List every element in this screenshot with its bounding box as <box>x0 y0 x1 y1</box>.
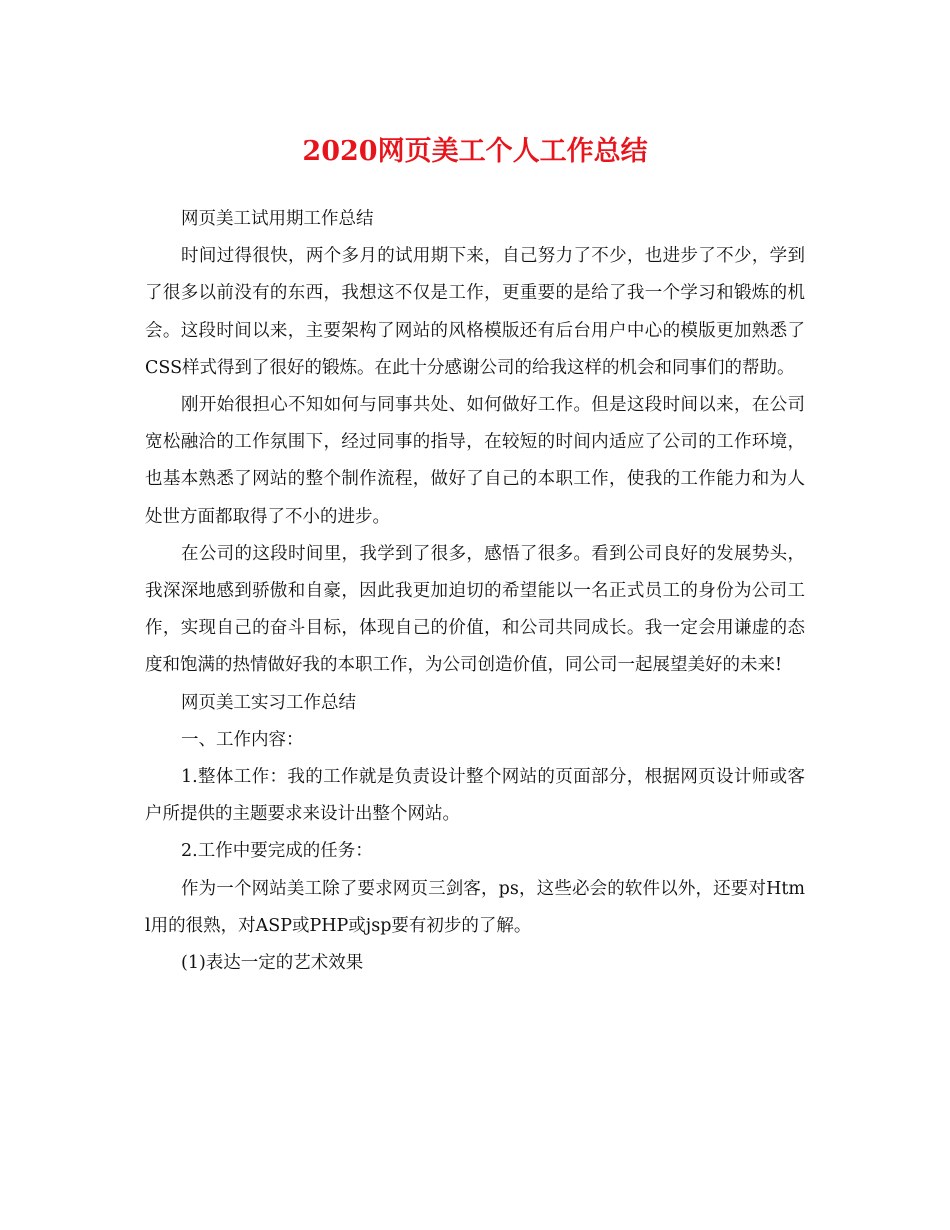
paragraph: 在公司的这段时间里，我学到了很多，感悟了很多。看到公司良好的发展势头，我深深地感到骄傲和自豪，因此我更加迫切的希望能以一名正式员工的身份为公司工作，实现自己的奋斗目标，体现自己的价值，和公司共同成长。我一定会用谦虚的态度和饱满的热情做好我的本职工作，为公司创造价值，同公司一起展望美好的未来! <box>145 543 805 676</box>
section-heading-internship: 网页美工实习工作总结 <box>181 692 356 713</box>
document-body <box>145 201 805 982</box>
subheading-work-content: 一、工作内容： <box>181 729 304 750</box>
section-heading-probation: 网页美工试用期工作总结 <box>181 209 374 229</box>
list-item: 2.工作中要完成的任务： <box>181 841 373 862</box>
list-item: 1.整体工作：我的工作就是负责设计整个网站的页面部分，根据网页设计师或客户所提供的主题要求来设计出整个网站。 <box>145 767 805 825</box>
list-item: (1)表达一定的艺术效果 <box>181 953 364 974</box>
paragraph: 刚开始很担心不知如何与同事共处、如何做好工作。但是这段时间以来，在公司宽松融洽的工作氛围下，经过同事的指导，在较短的时间内适应了公司的工作环境，也基本熟悉了网站的整个制作流程，做好了自己的本职工作，使我的工作能力和为人处世方面都取得了不小的进步。 <box>145 395 805 527</box>
document-title: 2020网页美工个人工作总结 <box>302 136 648 167</box>
paragraph: 时间过得很快，两个多月的试用期下来，自己努力了不少，也进步了不少，学到了很多以前没有的东西，我想这不仅是工作，更重要的是给了我一个学习和锻炼的机会。这段时间以来，主要架构了网站的风格模版还有后台用户中心的模版更加熟悉了CSS样式得到了很好的锻炼。在此十分感谢公司的给我这样的机会和同事们的帮助。 <box>145 246 805 378</box>
paragraph: 作为一个网站美工除了要求网页三剑客，ps，这些必会的软件以外，还要对Html用的很熟，对ASP或PHP或jsp要有初步的了解。 <box>145 878 805 936</box>
